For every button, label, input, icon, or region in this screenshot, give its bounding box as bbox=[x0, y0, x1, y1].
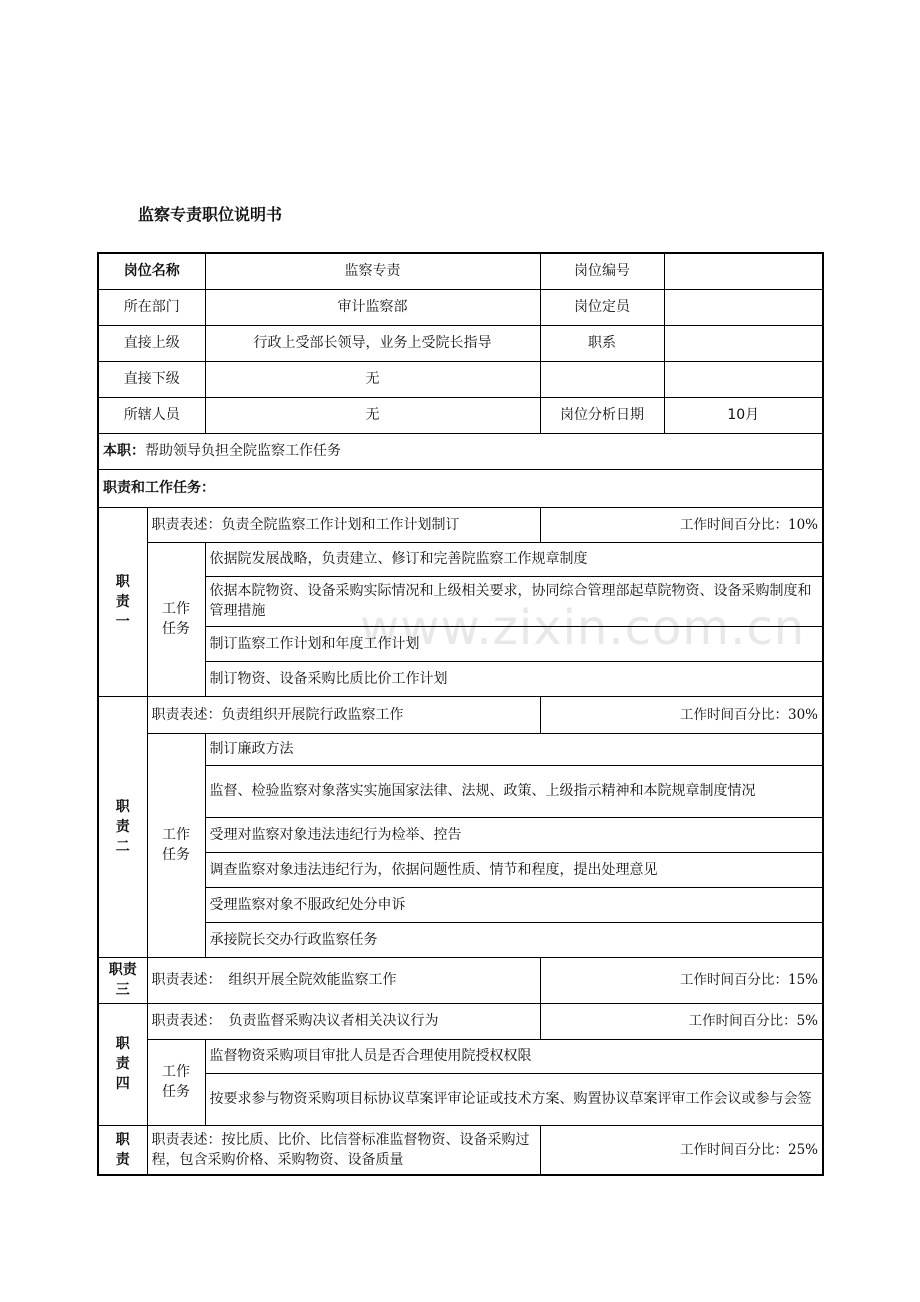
duty-1-task-1: 依据院发展战略，负责建立、修订和完善院监察工作规章制度 bbox=[205, 542, 823, 576]
duty-4-task-label bbox=[147, 1039, 205, 1125]
duty-4-task-row bbox=[98, 1039, 823, 1073]
duty-5-label bbox=[98, 1125, 147, 1175]
value-subordinate: 无 bbox=[205, 361, 540, 397]
duty-4-task-row bbox=[98, 1073, 823, 1125]
duty-2-task-6: 承接院长交办行政监察任务 bbox=[205, 922, 823, 957]
duty-5-pct: 工作时间百分比：25% bbox=[540, 1125, 823, 1175]
duty-4-label-text: 职责四 bbox=[115, 1036, 130, 1092]
row-main-duty bbox=[98, 433, 823, 469]
duty-2-task-row bbox=[98, 765, 823, 817]
duty-1-label bbox=[98, 507, 147, 696]
duty-2-pct: 工作时间百分比：30% bbox=[540, 696, 823, 733]
duty-1-task-label-text: 工作任务 bbox=[162, 601, 190, 637]
main-duty bbox=[98, 433, 823, 469]
label-analysis-date: 岗位分析日期 bbox=[540, 397, 664, 433]
page-title: 监察专责职位说明书 bbox=[138, 205, 283, 224]
duty-2-task-label-text: 工作任务 bbox=[162, 827, 190, 863]
value-position-code bbox=[664, 253, 823, 289]
duty-5-desc: 职责表述：按比质、比价、比信誉标准监督物资、设备采购过程，包含采购价格、采购物资、设备质量 bbox=[147, 1125, 540, 1175]
label-position-name: 岗位名称 bbox=[98, 253, 205, 289]
duty-2-task-1: 制订廉政方法 bbox=[205, 733, 823, 765]
duty-1-task-row bbox=[98, 542, 823, 576]
duty-1-label-text: 职责一 bbox=[115, 573, 130, 630]
duty-1-task-row bbox=[98, 576, 823, 626]
row-subordinate bbox=[98, 361, 823, 397]
label-superior: 直接上级 bbox=[98, 325, 205, 361]
row-position-name bbox=[98, 253, 823, 289]
value-position-name: 监察专责 bbox=[205, 253, 540, 289]
label-empty bbox=[540, 361, 664, 397]
duty-3-label-text: 职责三 bbox=[108, 962, 137, 998]
duty-1-desc: 职责表述：负责全院监察工作计划和工作计划制订 bbox=[147, 507, 540, 542]
value-department: 审计监察部 bbox=[205, 289, 540, 325]
label-staff: 所辖人员 bbox=[98, 397, 205, 433]
value-analysis-date: 10月 bbox=[664, 397, 823, 433]
row-department bbox=[98, 289, 823, 325]
value-superior: 行政上受部长领导，业务上受院长指导 bbox=[205, 325, 540, 361]
value-headcount bbox=[664, 289, 823, 325]
job-description-table bbox=[97, 252, 824, 1176]
duty-4-pct: 工作时间百分比：5% bbox=[540, 1003, 823, 1039]
label-job-family: 职系 bbox=[540, 325, 664, 361]
duty-2-task-row bbox=[98, 852, 823, 887]
duty-2-task-row bbox=[98, 922, 823, 957]
duty-2-desc-row bbox=[98, 696, 823, 733]
label-headcount: 岗位定员 bbox=[540, 289, 664, 325]
duty-3-desc: 职责表述： 组织开展全院效能监察工作 bbox=[147, 957, 540, 1003]
duty-3-desc-row bbox=[98, 957, 823, 1003]
duty-4-desc-row bbox=[98, 1003, 823, 1039]
value-staff: 无 bbox=[205, 397, 540, 433]
label-department: 所在部门 bbox=[98, 289, 205, 325]
duty-2-task-label bbox=[147, 733, 205, 957]
duty-2-task-row bbox=[98, 887, 823, 922]
duty-2-task-row bbox=[98, 817, 823, 852]
duty-1-pct: 工作时间百分比：10% bbox=[540, 507, 823, 542]
label-position-code: 岗位编号 bbox=[540, 253, 664, 289]
value-job-family bbox=[664, 325, 823, 361]
duty-4-task-1: 监督物资采购项目审批人员是否合理使用院授权权限 bbox=[205, 1039, 823, 1073]
duty-4-label bbox=[98, 1003, 147, 1125]
duty-1-task-2: 依据本院物资、设备采购实际情况和上级相关要求，协同综合管理部起草院物资、设备采购制度和管理措施 bbox=[205, 576, 823, 626]
duty-2-task-2: 监督、检验监察对象落实实施国家法律、法规、政策、上级指示精神和本院规章制度情况 bbox=[205, 765, 823, 817]
row-superior bbox=[98, 325, 823, 361]
main-duty-label: 本职： bbox=[103, 443, 145, 459]
duty-2-task-row bbox=[98, 733, 823, 765]
label-subordinate: 直接下级 bbox=[98, 361, 205, 397]
duty-1-task-label bbox=[147, 542, 205, 696]
row-duties-header bbox=[98, 469, 823, 507]
duty-1-desc-row bbox=[98, 507, 823, 542]
duties-header: 职责和工作任务： bbox=[98, 469, 823, 507]
duty-1-task-3: 制订监察工作计划和年度工作计划 bbox=[205, 626, 823, 661]
duty-2-label bbox=[98, 696, 147, 957]
duty-5-desc-row bbox=[98, 1125, 823, 1175]
main-duty-text: 帮助领导负担全院监察工作任务 bbox=[145, 443, 341, 459]
value-empty bbox=[664, 361, 823, 397]
duty-3-pct: 工作时间百分比：15% bbox=[540, 957, 823, 1003]
duty-1-task-4: 制订物资、设备采购比质比价工作计划 bbox=[205, 661, 823, 696]
duty-2-task-3: 受理对监察对象违法违纪行为检举、控告 bbox=[205, 817, 823, 852]
duty-1-task-row bbox=[98, 626, 823, 661]
watermark: www.zixin.com.cn bbox=[360, 600, 806, 656]
duty-2-task-5: 受理监察对象不服政纪处分申诉 bbox=[205, 887, 823, 922]
duty-5-label-text: 职责 bbox=[115, 1131, 130, 1168]
duty-1-task-row bbox=[98, 661, 823, 696]
duty-3-label bbox=[98, 957, 147, 1003]
duty-4-desc: 职责表述： 负责监督采购决议者相关决议行为 bbox=[147, 1003, 540, 1039]
duty-4-task-label-text: 工作任务 bbox=[162, 1064, 190, 1100]
duty-4-task-2: 按要求参与物资采购项目标协议草案评审论证或技术方案、购置协议草案评审工作会议或参与会签 bbox=[205, 1073, 823, 1125]
duty-2-desc: 职责表述：负责组织开展院行政监察工作 bbox=[147, 696, 540, 733]
row-staff bbox=[98, 397, 823, 433]
duty-2-label-text: 职责二 bbox=[115, 798, 130, 855]
duty-2-task-4: 调查监察对象违法违纪行为，依据问题性质、情节和程度，提出处理意见 bbox=[205, 852, 823, 887]
